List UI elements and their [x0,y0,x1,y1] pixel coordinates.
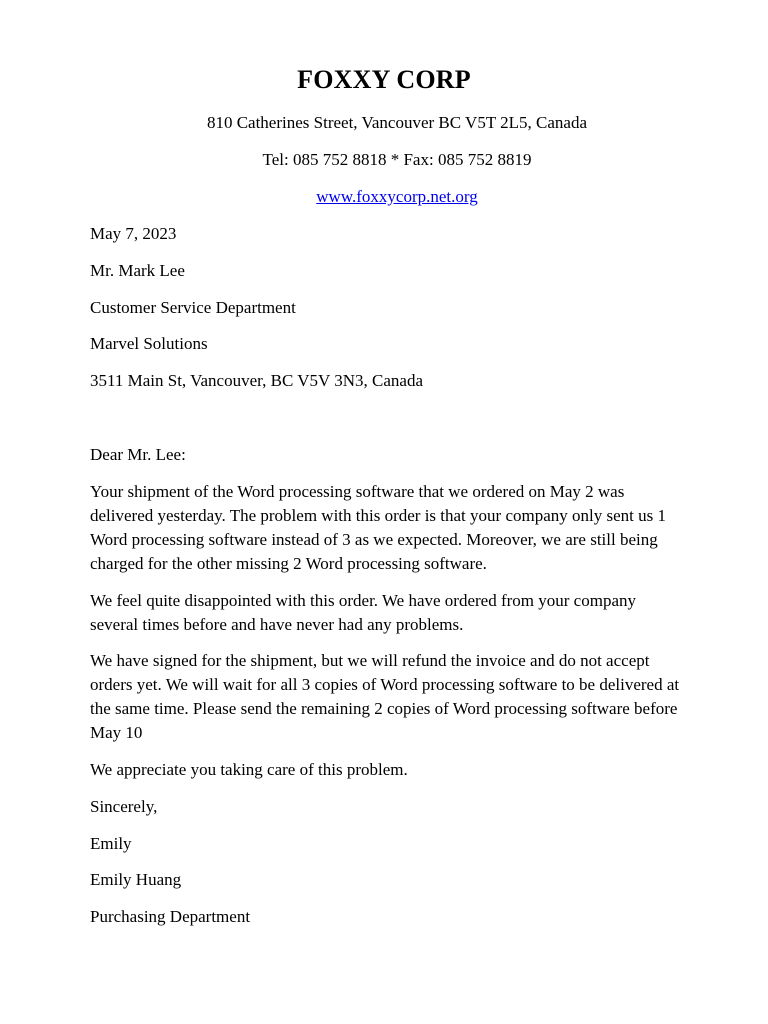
paragraph-line: May 10 [90,723,143,742]
paragraph-line: We feel quite disappointed with this order. We have ordered from your company [90,591,636,610]
paragraph-line: orders yet. We will wait for all 3 copies of Word processing software to be delivered at [90,675,680,694]
body-paragraph-2 [90,589,716,637]
paragraph-line: the same time. Please send the remaining 2 copies of Word processing software before [90,699,678,718]
body-paragraph-3 [90,649,716,745]
recipient-address: 3511 Main St, Vancouver, BC V5V 3N3, Canada [90,371,424,390]
website-link[interactable]: www.foxxycorp.net.org [316,187,478,206]
recipient-department: Customer Service Department [90,298,296,317]
signature: Emily [90,834,132,853]
sender-department: Purchasing Department [90,907,251,926]
company-address: 810 Catherines Street, Vancouver BC V5T 2L5, Canada [206,113,588,132]
company-name: FOXXY CORP [297,65,471,94]
sender-name: Emily Huang [90,870,182,889]
company-website-line [0,185,768,209]
paragraph-line: delivered yesterday. The problem with this order is that your company only sent us 1 [90,506,666,525]
company-contact: Tel: 085 752 8818 * Fax: 085 752 8819 [262,150,532,169]
paragraph-line: several times before and have never had any problems. [90,615,464,634]
recipient-name: Mr. Mark Lee [90,261,185,280]
body-paragraph-4: We appreciate you taking care of this problem. [90,760,408,779]
letter-date: May 7, 2023 [90,224,177,243]
paragraph-line: We have signed for the shipment, but we will refund the invoice and do not accept [90,651,650,670]
paragraph-line: Your shipment of the Word processing software that we ordered on May 2 was [90,482,625,501]
paragraph-line: charged for the other missing 2 Word processing software. [90,554,487,573]
salutation: Dear Mr. Lee: [90,445,186,464]
paragraph-line: Word processing software instead of 3 as we expected. Moreover, we are still being [90,530,658,549]
recipient-company: Marvel Solutions [90,334,208,353]
valediction: Sincerely, [90,797,158,816]
body-paragraph-1 [90,480,716,576]
